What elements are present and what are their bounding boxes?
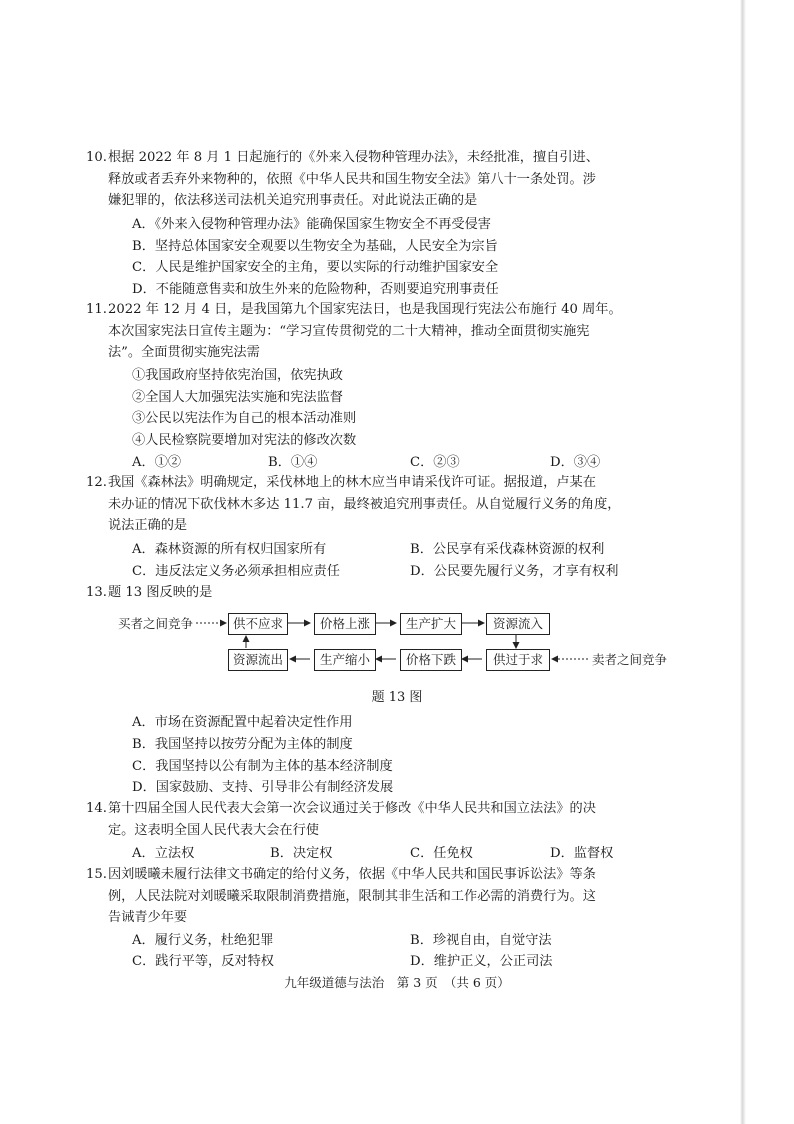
option-c: C．违反法定义务必须承担相应责任 [132, 564, 340, 579]
question-text-line: 根据 2022 年 8 月 1 日起施行的《外来入侵物种管理办法》，未经批准，擅自引进、 [108, 150, 599, 165]
figure-caption: 题 13 图 [371, 690, 423, 705]
statement-1: ①我国政府坚持依宪治国，依宪执政 [132, 368, 343, 383]
market-flow-diagram [118, 608, 708, 678]
question-text-line: 说法正确的是 [108, 518, 188, 533]
option-b: B．珍视自由，自觉守法 [410, 933, 552, 948]
option-a: A．森林资源的所有权归国家所有 [132, 542, 327, 557]
question-text-line: 因刘暖曦未履行法律文书确定的给付义务，依据《中华人民共和国民事诉讼法》等条 [108, 867, 596, 882]
option-c: C．我国坚持以公有制为主体的基本经济制度 [132, 759, 393, 774]
option-d: D．国家鼓励、支持、引导非公有制经济发展 [132, 780, 394, 795]
box-price-rise: 价格上涨 [314, 613, 376, 635]
statement-3: ③公民以宪法作为自己的根本活动准则 [132, 411, 357, 426]
buyers-competition-label: 买者之间竞争 [118, 616, 194, 631]
box-resource-inflow: 资源流入 [486, 613, 550, 635]
question-text-line: 法”。全面贯彻实施宪法需 [108, 345, 260, 360]
option-a: A．①② [132, 455, 182, 470]
question-15 [86, 864, 668, 929]
option-b: B．我国坚持以按劳分配为主体的制度 [132, 737, 353, 752]
box-resource-outflow: 资源流出 [228, 649, 288, 671]
option-d: D．监督权 [550, 846, 614, 861]
option-c: C．人民是维护国家安全的主角，要以实际的行动维护国家安全 [132, 260, 499, 275]
question-text-line: 定。这表明全国人民代表大会在行使 [108, 822, 319, 838]
question-13 [86, 582, 668, 604]
option-b: B．坚持总体国家安全观要以生物安全为基础，人民安全为宗旨 [132, 239, 498, 254]
option-c: C．践行平等，反对特权 [132, 954, 274, 969]
option-a: A．履行义务，杜绝犯罪 [132, 933, 274, 948]
question-text-line: 我国《森林法》明确规定，采伐林地上的林木应当申请采伐许可证。据报道，卢某在 [108, 475, 596, 490]
question-text-line: 例，人民法院对刘暖曦采取限制消费措施，限制其非生活和工作必需的消费行为。这 [108, 888, 596, 904]
option-b: B．公民享有采伐森林资源的权利 [410, 542, 605, 557]
box-shortage: 供不应求 [228, 613, 288, 635]
option-d: D．公民要先履行义务，才享有权利 [410, 564, 619, 579]
scan-edge-shadow [740, 0, 746, 1124]
question-text-line: 告诫青少年要 [108, 910, 188, 925]
box-price-fall: 价格下跌 [400, 649, 462, 671]
question-text-line: 题 13 图反映的是 [108, 585, 213, 600]
statement-4: ④人民检察院要增加对宪法的修改次数 [132, 433, 357, 448]
question-10 [86, 147, 668, 212]
sellers-competition-label: 卖者之间竞争 [592, 652, 668, 667]
option-d: D．③④ [550, 455, 601, 470]
option-a: A．市场在资源配置中起着决定性作用 [132, 715, 353, 730]
option-a: A．立法权 [132, 846, 195, 861]
box-production-shrink: 生产缩小 [314, 649, 376, 671]
question-text-line: 未办证的情况下砍伐林木多达 11.7 亩，最终被追究刑事责任。从自觉履行义务的角度， [108, 496, 621, 512]
question-number: 13. [86, 585, 107, 600]
page-footer: 九年级道德与法治 第 3 页 （共 6 页） [284, 975, 510, 990]
question-12 [86, 472, 668, 537]
option-c: C．②③ [410, 455, 460, 470]
question-number: 14. [86, 801, 107, 816]
question-number: 10. [86, 150, 107, 165]
question-text-line: 释放或者丢弃外来物种的，依照《中华人民共和国生物安全法》第八十一条处罚。涉 [108, 171, 596, 187]
question-text-line: 嫌犯罪的，依法移送司法机关追究刑事责任。对此说法正确的是 [108, 193, 478, 208]
statement-2: ②全国人大加强宪法实施和宪法监督 [132, 390, 343, 405]
question-number: 11. [86, 302, 107, 317]
option-d: D．不能随意售卖和放生外来的危险物种，否则要追究刑事责任 [132, 282, 499, 297]
question-text-line: 本次国家宪法日宣传主题为：“学习宣传贯彻党的二十大精神，推动全面贯彻实施宪 [108, 323, 590, 339]
question-text-line: 2022 年 12 月 4 日，是我国第九个国家宪法日，也是我国现行宪法公布施行 40 周年。 [108, 302, 622, 317]
option-a: A．《外来入侵物种管理办法》能确保国家生物安全不再受侵害 [132, 217, 491, 232]
option-c: C．任免权 [410, 846, 473, 861]
option-b: B．决定权 [270, 846, 333, 861]
option-b: B．①④ [268, 455, 318, 470]
question-14 [86, 798, 668, 841]
question-number: 15. [86, 867, 107, 882]
question-text-line: 第十四届全国人民代表大会第一次会议通过关于修改《中华人民共和国立法法》的决 [108, 801, 596, 816]
option-d: D．维护正义，公正司法 [410, 954, 553, 969]
box-production-expand: 生产扩大 [400, 613, 462, 635]
question-11 [86, 299, 668, 364]
question-number: 12. [86, 475, 107, 490]
box-oversupply: 供过于求 [486, 649, 550, 671]
